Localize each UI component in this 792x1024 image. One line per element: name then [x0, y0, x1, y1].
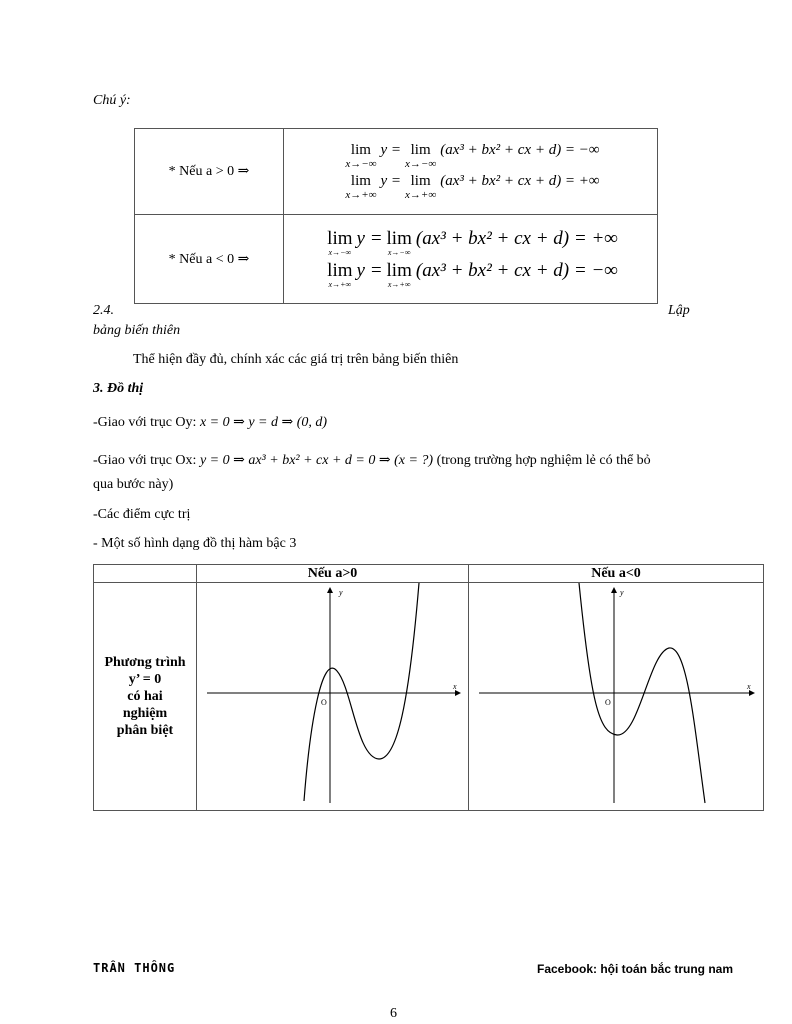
- origin-label: O: [605, 698, 611, 707]
- graph-table: [93, 564, 764, 811]
- cubic-graph-a-positive: [197, 583, 468, 805]
- lim-y: y =: [356, 228, 383, 250]
- section-heading: 3. Đồ thị: [93, 381, 144, 396]
- row-label-line: có hai: [127, 689, 163, 704]
- lim-subscript: x→+∞: [328, 280, 352, 290]
- lim-expression: (ax³ + bx² + cx + d) = +∞: [415, 228, 618, 250]
- condition-a-negative: * Nếu a < 0 ⇒: [135, 215, 284, 304]
- oy-math: x = 0 ⇒ y = d ⇒ (0, d): [199, 415, 328, 430]
- lim-label: lim: [350, 141, 371, 158]
- lim-subscript: x→−∞: [405, 157, 437, 170]
- lim-label: lim: [410, 141, 431, 158]
- section-title-continuation: bảng biến thiên: [93, 323, 181, 338]
- lim-expression: (ax³ + bx² + cx + d) = −∞: [440, 141, 600, 158]
- y-axis-arrow-icon: [327, 587, 333, 593]
- graph-a-negative-cell: [469, 583, 764, 811]
- limits-table: [134, 128, 658, 304]
- empty-header: [94, 565, 197, 583]
- limit-line: [284, 143, 657, 170]
- y-axis-label: y: [339, 588, 343, 597]
- lim-label: lim: [327, 260, 353, 282]
- footer-facebook: Facebook: hội toán bắc trung nam: [537, 962, 734, 976]
- row-label-line: y’ = 0: [128, 672, 162, 687]
- graph-a-positive-cell: [197, 583, 469, 811]
- row-label-line: nghiệm: [122, 706, 168, 721]
- limit-line: [284, 229, 657, 257]
- ox-tail-continuation: qua bước này): [93, 477, 174, 492]
- header-a-negative: Nếu a<0: [469, 565, 764, 583]
- lim-label: lim: [350, 172, 371, 189]
- lim-expression: (ax³ + bx² + cx + d) = −∞: [415, 260, 618, 282]
- lim-label: lim: [386, 260, 412, 282]
- ox-line: [93, 452, 651, 469]
- page-number: 6: [390, 1006, 397, 1021]
- lim-label: lim: [410, 172, 431, 189]
- lim-subscript: x→+∞: [405, 188, 437, 201]
- lim-y: y =: [380, 172, 402, 189]
- lim-subscript: x→−∞: [387, 248, 411, 258]
- row-label-line: Phương trình: [104, 655, 186, 670]
- x-axis-label: x: [747, 682, 751, 691]
- row-label-line: phân biệt: [116, 723, 174, 738]
- origin-label: O: [321, 698, 327, 707]
- lim-y: y =: [356, 260, 383, 282]
- y-axis-label: y: [620, 588, 624, 597]
- lim-subscript: x→+∞: [345, 188, 377, 201]
- lim-subscript: x→−∞: [345, 157, 377, 170]
- limits-a-positive: [284, 129, 658, 215]
- ox-math: y = 0 ⇒ ax³ + bx² + cx + d = 0 ⇒ (x = ?): [199, 453, 434, 468]
- cubic-graph-a-negative: [469, 583, 763, 805]
- header-a-positive: Nếu a>0: [197, 565, 469, 583]
- cubic-curve: [304, 583, 419, 801]
- lim-y: y =: [380, 141, 402, 158]
- row-label: [94, 583, 197, 811]
- lim-subscript: x→−∞: [328, 248, 352, 258]
- limit-line: [284, 174, 657, 201]
- section-number: 2.4.: [93, 303, 114, 318]
- oy-text: -Giao với trục Oy:: [93, 415, 197, 430]
- section-title-start: Lập: [668, 303, 690, 318]
- lim-label: lim: [327, 228, 353, 250]
- lim-label: lim: [386, 228, 412, 250]
- footer-author: TRẦN THÔNG: [93, 961, 176, 975]
- x-axis-label: x: [453, 682, 457, 691]
- paragraph: Thể hiện đầy đủ, chính xác các giá trị trên bảng biến thiên: [133, 352, 459, 367]
- limits-a-negative: [284, 215, 658, 304]
- y-axis-arrow-icon: [611, 587, 617, 593]
- lim-subscript: x→+∞: [387, 280, 411, 290]
- shapes-line: - Một số hình dạng đồ thị hàm bậc 3: [93, 536, 297, 551]
- limit-line: [284, 261, 657, 289]
- oy-line: [93, 414, 327, 431]
- note-title: Chú ý:: [93, 93, 131, 108]
- condition-a-positive: * Nếu a > 0 ⇒: [135, 129, 284, 215]
- ox-tail: (trong trường hợp nghiệm lẻ có thể bỏ: [436, 453, 651, 468]
- ox-text: -Giao với trục Ox:: [93, 453, 197, 468]
- lim-expression: (ax³ + bx² + cx + d) = +∞: [440, 172, 600, 189]
- extrema-line: -Các điểm cực trị: [93, 507, 191, 522]
